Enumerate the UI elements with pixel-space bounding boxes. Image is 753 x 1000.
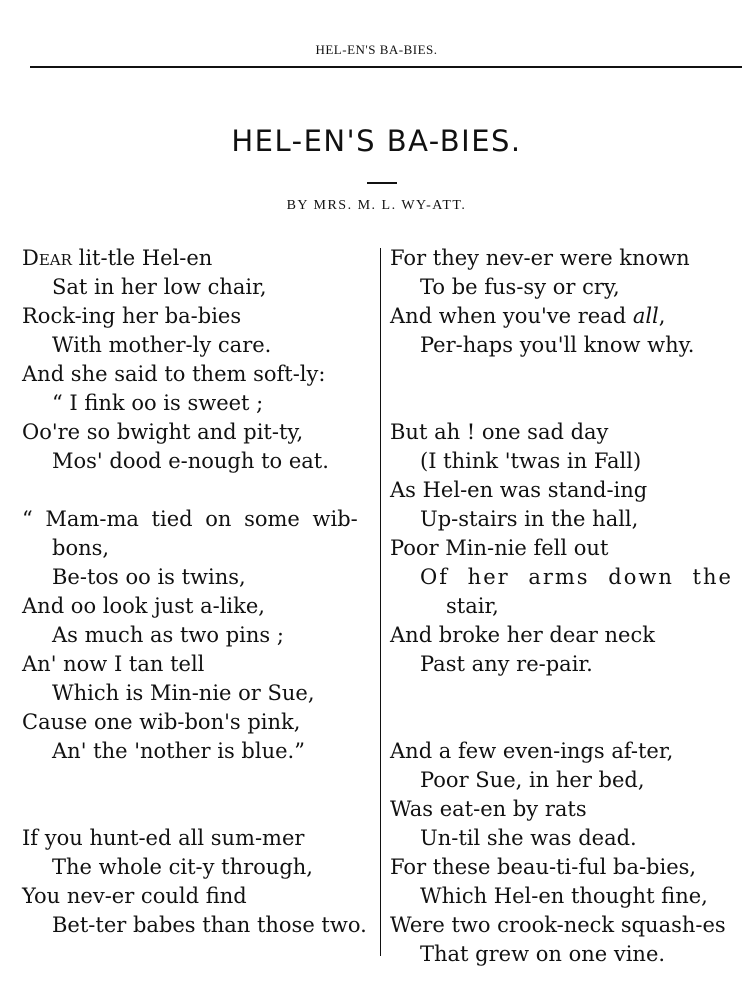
poem-line: Oo're so bwight and pit-ty,	[22, 420, 304, 444]
drop-word: Dear	[22, 246, 72, 270]
stanza-1	[22, 244, 374, 476]
poem-line: Un-til she was dead.	[420, 826, 637, 850]
poem-line: And she said to them soft-ly:	[22, 362, 326, 386]
poem-line: With mother-ly care.	[52, 333, 272, 357]
poem-line: But ah ! one sad day	[390, 420, 609, 444]
running-head: HEL-EN'S BA-BIES.	[315, 42, 438, 57]
left-column	[22, 244, 374, 969]
poem-line: And when you've read all,	[390, 304, 666, 328]
title-rule	[367, 182, 397, 184]
stanza-6	[390, 737, 748, 969]
poem-line: And a few even-ings af-ter,	[390, 739, 674, 763]
poem-line: As Hel-en was stand-ing	[390, 478, 648, 502]
poem-line: Which is Min-nie or Sue,	[52, 681, 315, 705]
poem-line: And broke her dear neck	[390, 623, 655, 647]
poem-line: “ Mam-ma tied on some wib-	[22, 507, 358, 531]
poem-line: Cause one wib-bon's pink,	[22, 710, 301, 734]
poem-line: For these beau-ti-ful ba-bies,	[390, 855, 697, 879]
poem-line: Of her arms down the	[420, 565, 733, 589]
poem-line: Up-stairs in the hall,	[420, 507, 639, 531]
stanza-3	[22, 824, 374, 940]
poem-line: Which Hel-en thought fine,	[420, 884, 708, 908]
stanza-2	[22, 505, 374, 766]
poem-line: And oo look just a-like,	[22, 594, 265, 618]
byline: BY MRS. M. L. WY-ATT.	[286, 198, 467, 213]
poem-line: An' now I tan tell	[22, 652, 205, 676]
poem-line: For they nev-er were known	[390, 246, 690, 270]
poem-line: Poor Min-nie fell out	[390, 536, 609, 560]
poem-line: Past any re-pair.	[420, 652, 593, 676]
poem-line: (I think 'twas in Fall)	[420, 449, 642, 473]
poem-line: Dear lit-tle Hel-en	[22, 246, 213, 270]
poem-line: To be fus-sy or cry,	[420, 275, 620, 299]
poem-line: The whole cit-y through,	[52, 855, 313, 879]
poem-line: That grew on one vine.	[420, 942, 666, 966]
poem-line: You nev-er could find	[22, 884, 247, 908]
column-divider	[380, 248, 381, 956]
poem-line: Bet-ter babes than those two.	[52, 913, 367, 937]
poem-line: Was eat-en by rats	[390, 797, 587, 821]
poem-line: Were two crook-neck squash-es	[390, 913, 726, 937]
poem-line: If you hunt-ed all sum-mer	[22, 826, 305, 850]
poem-line: bons,	[52, 536, 110, 560]
stanza-4	[390, 244, 748, 360]
poem-title: HEL-EN'S BA-BIES.	[231, 124, 522, 158]
poem-line: “ I fink oo is sweet ;	[52, 391, 264, 415]
header-rule	[30, 66, 742, 68]
poem-line: Per-haps you'll know why.	[420, 333, 695, 357]
poem-line: Be-tos oo is twins,	[52, 565, 246, 589]
right-column	[390, 244, 748, 998]
poem-line: Poor Sue, in her bed,	[420, 768, 645, 792]
stanza-5	[390, 418, 748, 679]
emphasis: all	[632, 304, 659, 328]
poem-line: Mos' dood e-nough to eat.	[52, 449, 329, 473]
poem-line: stair,	[446, 594, 499, 618]
poem-line: Rock-ing her ba-bies	[22, 304, 242, 328]
poem-line: An' the 'nother is blue.”	[52, 739, 305, 763]
poem-line: Sat in her low chair,	[52, 275, 267, 299]
poem-line: As much as two pins ;	[52, 623, 284, 647]
